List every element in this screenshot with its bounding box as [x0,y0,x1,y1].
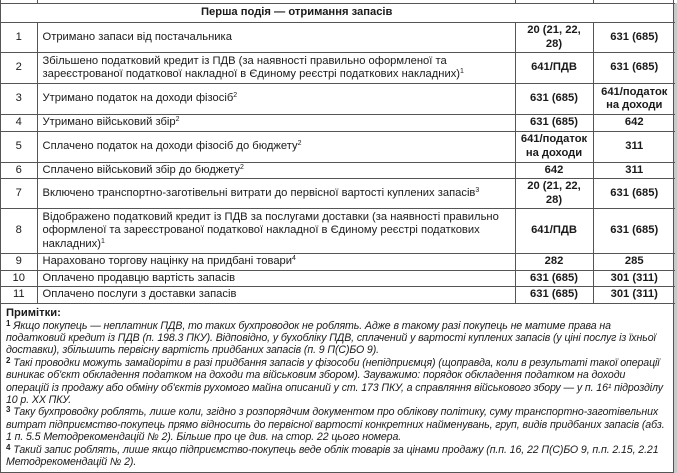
debit-account: 631 (685) [515,84,593,115]
footnote-ref: 2 [233,92,238,100]
footnote-ref: 1 [100,237,105,245]
operation-description [37,209,515,254]
credit-account: 641/податок на доходи [593,84,675,115]
table-row [1,270,675,287]
operation-text: Відображено податковий кредит із ПДВ за послугами доставки (за наявності правильно оформленої та зареєстрованої податкової накладної в Єдиному реєстрі податкових накладних) [42,210,499,250]
section-title: Перша подія — отримання запасів [1,4,675,23]
operation-description [37,162,515,179]
section-header-row [1,4,675,23]
table-row [1,254,675,271]
footnote-number: 2 [6,355,11,365]
credit-account: 301 (311) [593,287,675,304]
row-number: 6 [1,162,37,179]
footnote [6,357,668,407]
debit-account: 631 (685) [515,270,593,287]
debit-account: 20 (21, 22, 28) [515,23,593,53]
footnote-number: 1 [6,318,11,328]
debit-account: 282 [515,254,593,271]
operation-text: Отримано запаси від постачальника [42,30,232,43]
credit-account: 631 (685) [593,23,675,53]
operation-description [37,179,515,209]
table-row [1,84,675,115]
operation-description [37,270,515,287]
debit-account: 641/ПДВ [515,53,593,84]
credit-account: 311 [593,131,675,162]
footnote-number: 4 [6,442,11,452]
table-row [1,162,675,179]
debit-account: 631 (685) [515,287,593,304]
row-number: 8 [1,209,37,254]
debit-account: 20 (21, 22, 28) [515,179,593,209]
footnote-ref: 1 [460,68,464,75]
row-number: 1 [1,23,37,53]
debit-account: 641/ПДВ [515,209,593,254]
table-row [1,209,675,254]
footnote-ref: 3 [475,186,480,194]
operation-description [37,84,515,115]
footnote-text: Якщо покупець — неплатник ПДВ, то таких бухпроводок не роблять. Адже в такому разі покупець не матиме права на податковий кредит із ПДВ (п. 198.3 ПКУ). Відповідно, у бухобліку ПДВ, сплачений у вартості куплених запасів (у ціні послуг із їхньої доставки), збільшить первісну вартість придбаних запасів (п. 9 П(С)БО 9). [6,319,656,357]
footnote-ref: 2 [297,139,302,147]
footnote-text: Таку бухпроводку роблять, лише коли, згідно з розпорядчим документом про облікову політику, суму транспортно-заготівельних витрат підприємство-покупець прямо відносить до первісної вартості конкретних найменувань, груп, видів придбаних запасів (абз. 1 п. 5.5 Методрекомендацій № 2). Більше про це див. на стор. 22 цього номера. [6,406,665,444]
credit-account: 642 [593,115,675,132]
debit-account: 641/податок на доходи [515,131,593,162]
entries-body [1,0,675,303]
credit-account: 301 (311) [593,270,675,287]
table-row [1,53,675,84]
footnote-ref: 4 [292,255,296,262]
operation-text: Нараховано торгову націнку на придбані товари [42,255,293,267]
operation-description [37,53,515,84]
footnote [6,320,668,357]
footnote-text: Такий запис роблять, лише якщо підприємство-покупець веде облік товарів за цінами продажу (п.п. 16, 22 П(С)БО 9, п.п. 2.15, 2.21 Методрекомендацій № 2). [6,443,659,468]
notes-title: Примітки: [6,306,61,319]
footnote [6,406,668,443]
footnote-ref: 2 [175,116,180,123]
credit-account: 631 (685) [593,179,675,209]
operation-description [37,115,515,132]
operation-text: Оплачено послуги з доставки запасів [42,288,237,300]
operation-text: Включено транспортно-заготівельні витрати до первісної вартості куплених запасів [42,186,476,199]
notes-section [1,304,673,473]
credit-account: 311 [593,162,675,179]
table-row [1,287,675,304]
operation-description [37,23,515,53]
row-number: 4 [1,115,37,132]
operation-text: Сплачено податок на доходи фізосіб до бюджету [42,139,298,152]
table-row [1,23,675,53]
footnote-ref: 2 [239,163,244,171]
row-number: 3 [1,84,37,115]
debit-account: 642 [515,162,593,179]
operation-text: Оплачено продавцю вартість запасів [42,271,236,284]
credit-account: 631 (685) [593,209,675,254]
credit-account: 285 [593,254,675,271]
operation-description [37,254,515,271]
row-number: 5 [1,131,37,162]
operation-text: Збільшено податковий кредит із ПДВ (за наявності правильно оформленої та зареєстрованої податкової накладної в Єдиному реєстрі податкових накладних) [42,54,461,80]
footnote [6,444,668,469]
row-number: 7 [1,179,37,209]
operation-text: Утримано військовий збір [42,116,176,128]
debit-account: 631 (685) [515,115,593,132]
row-number: 9 [1,254,37,271]
footnote-text: Такі проводки можуть замайоріти в разі придбання запасів у фізособи (непідприємця) (щоправда, коли в результаті такої операції виникає об'єкт обкладення податком на доходи та військовим збором). Зауважимо: порядок обкладення податком на доходи операцій із продажу або обміну об'єктів рухомого майна описаний у ст. 173 ПКУ, а справляння військового збору — у п. 16¹ підрозділу 10 р. ХХ ПКУ. [6,356,663,406]
operation-text: Сплачено військовий збір до бюджету [42,163,240,176]
row-number: 10 [1,270,37,287]
accounting-entries-table [1,0,675,304]
table-row [1,115,675,132]
row-number: 2 [1,53,37,84]
notes-list [6,320,668,469]
table-row [1,131,675,162]
row-number: 11 [1,287,37,304]
table-row [1,179,675,209]
operation-description [37,287,515,304]
operation-description [37,131,515,162]
operation-text: Утримано податок на доходи фізосіб [42,92,234,105]
footnote-number: 3 [6,405,11,415]
credit-account: 631 (685) [593,53,675,84]
